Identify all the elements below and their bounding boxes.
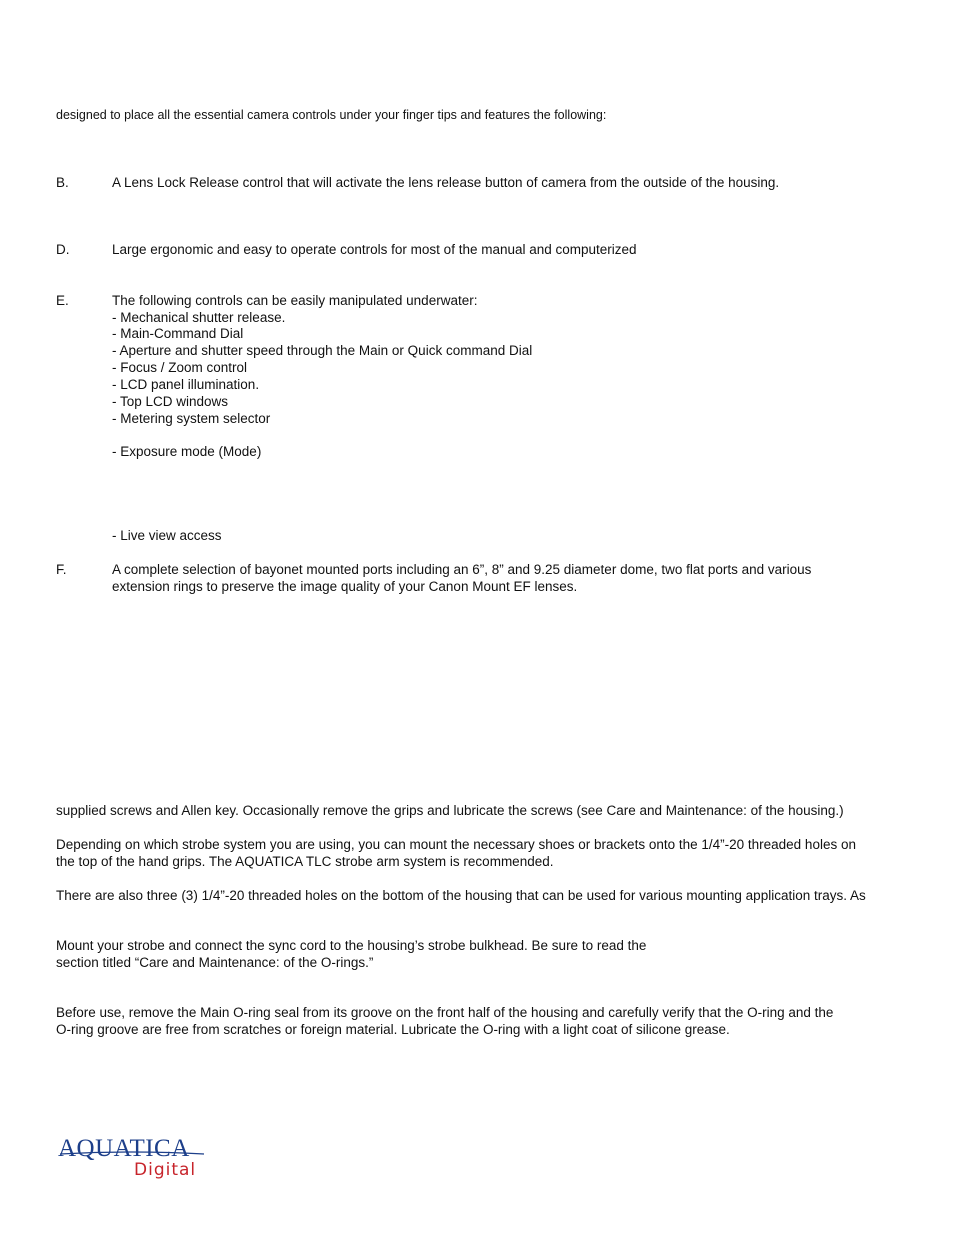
item-b-letter: B. [56, 175, 69, 190]
logo-subtitle: Digital [134, 1160, 197, 1180]
control-item: - LCD panel illumination. [112, 377, 260, 392]
item-e-letter: E. [56, 293, 69, 308]
bottom-holes-paragraph: There are also three (3) 1/4”-20 threaded holes on the bottom of the housing that can be used for various mounting application trays. As [56, 888, 866, 903]
item-d-letter: D. [56, 242, 70, 257]
item-f-line: extension rings to preserve the image quality of your Canon Mount EF lenses. [112, 579, 578, 594]
control-item: - Top LCD windows [112, 394, 229, 409]
item-b-text: A Lens Lock Release control that will activate the lens release button of camera from the outside of the housing. [112, 175, 780, 190]
item-f-line: A complete selection of bayonet mounted ports including an 6”, 8” and 9.25 diameter dome, two flat ports and various [112, 562, 812, 577]
logo-swoosh-icon [58, 1150, 206, 1156]
paragraph-line: Depending on which strobe system you are using, you can mount the necessary shoes or brackets onto the 1/4”-20 threaded holes on [56, 837, 856, 852]
control-item: - Mechanical shutter release. [112, 310, 286, 325]
item-f-letter: F. [56, 562, 67, 577]
paragraph-line: Before use, remove the Main O-ring seal from its groove on the front half of the housing and carefully verify that the O-ring and the [56, 1005, 834, 1020]
item-e-text: The following controls can be easily manipulated underwater: [112, 293, 478, 308]
logo-wordmark: AQUATICA [58, 1135, 190, 1162]
item-d-text: Large ergonomic and easy to operate controls for most of the manual and computerized [112, 242, 637, 257]
paragraph-line: O-ring groove are free from scratches or foreign material. Lubricate the O-ring with a light coat of silicone grease. [56, 1022, 730, 1037]
paragraph-line: Mount your strobe and connect the sync cord to the housing’s strobe bulkhead. Be sure to read the [56, 938, 647, 953]
paragraph-line: section titled “Care and Maintenance: of the O-rings.” [56, 955, 374, 970]
control-item: - Aperture and shutter speed through the Main or Quick command Dial [112, 343, 533, 358]
paragraph-line: the top of the hand grips. The AQUATICA TLC strobe arm system is recommended. [56, 854, 554, 869]
control-item: - Metering system selector [112, 411, 271, 426]
control-item: - Main-Command Dial [112, 326, 244, 341]
control-item: - Live view access [112, 528, 222, 543]
control-item: - Focus / Zoom control [112, 360, 248, 375]
control-item: - Exposure mode (Mode) [112, 444, 262, 459]
intro-line: designed to place all the essential camera controls under your finger tips and features the following: [56, 108, 607, 122]
grips-paragraph: supplied screws and Allen key. Occasionally remove the grips and lubricate the screws (see Care and Maintenance: of the housing.) [56, 803, 844, 818]
